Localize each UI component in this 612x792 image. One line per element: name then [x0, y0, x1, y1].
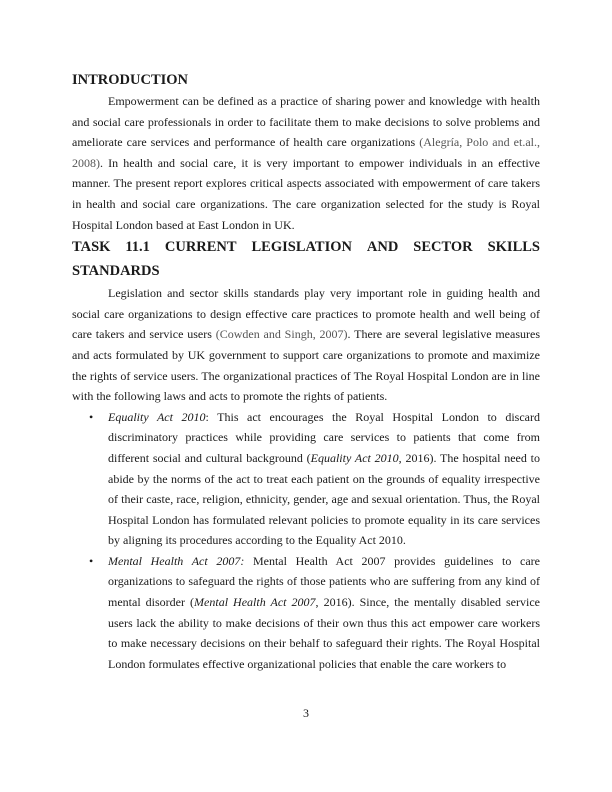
- introduction-text-main: Empowerment can be defined as a practice of sharing power and knowledge with health and social care professionals in order to facilitate them to make decisions to solve problems and ameliorate care services and performance of health care organizations: [72, 94, 540, 150]
- introduction-heading: INTRODUCTION: [72, 72, 189, 88]
- task-citation: (Cowden and Singh, 2007): [215, 327, 348, 342]
- task-heading-word: SECTOR: [413, 239, 473, 256]
- legislation-list: [72, 407, 540, 675]
- task-heading-word: LEGISLATION: [251, 239, 352, 256]
- task-heading-word: CURRENT: [164, 239, 237, 256]
- task-paragraph: [72, 283, 540, 407]
- bullet-title-suffix: :: [205, 409, 209, 424]
- task-text-main: Legislation and sector skills standards play very important role in guiding health and social care organizations to design effective care practices to promote health and well being of care takers and service users: [72, 286, 540, 342]
- bullet-icon: •: [89, 409, 94, 424]
- list-item-equality-act: [72, 407, 540, 551]
- introduction-citation: (Alegría, Polo and et.al., 2008): [72, 135, 540, 170]
- bullet-text-b: , 2016). Since, the mentally disabled service users lack the ability to make decisions of their own thus this act empower care workers to make necessary decisions on their behalf to safeguard their rights. The Royal Hospital London formulates effective organizational policies that enable the care workers to: [108, 595, 540, 671]
- introduction-paragraph: [72, 91, 540, 235]
- task-heading-word: TASK: [72, 239, 111, 256]
- bullet-text-a: Mental Health Act 2007 provides guidelines to care organizations to safeguard the rights of those patients who are suffering from any kind of mental disorder (: [108, 553, 540, 610]
- bullet-ref-title: Mental Health Act 2007: [194, 595, 316, 610]
- bullet-ref-title: Equality Act 2010: [310, 450, 399, 465]
- task-text-rest: . There are several legislative measures and acts formulated by UK government to support care organizations to promote and maximize the rights of service users. The organizational practices of The Royal Hospital London are in line with the following laws and acts to promote the rights of patients.: [72, 327, 540, 404]
- task-heading: [72, 236, 540, 283]
- bullet-text-b: , 2016). The hospital need to abide by the norms of the act to treat each patient on the grounds of equality irrespective of their caste, race, religion, ethnicity, gender, age and sexual orientation. Thus, the Royal Hospital London has formulated relevant policies to promote equality in its care services by aligning its procedures according to the Equality Act 2010.: [108, 450, 541, 548]
- list-item-mental-health-act: [72, 551, 540, 675]
- bullet-title: Mental Health Act 2007:: [108, 553, 245, 568]
- introduction-text-rest: . In health and social care, it is very important to empower individuals in an effective manner. The present report explores critical aspects associated with empowerment of care takers in health and social care organizations. The care organization selected for the study is Royal Hospital London based at East London in UK.: [72, 155, 540, 232]
- task-heading-word: 11.1: [125, 239, 150, 256]
- task-heading-word: AND: [366, 239, 399, 256]
- page-number: 3: [303, 706, 309, 720]
- bullet-title: Equality Act 2010: [108, 409, 206, 424]
- bullet-icon: •: [89, 553, 94, 568]
- task-heading-word: SKILLS: [487, 239, 540, 256]
- bullet-text-a: This act encourages the Royal Hospital London to discard discriminatory practices while providing care services to patients that come from different social and cultural background (: [108, 409, 540, 465]
- task-heading-line1: [72, 236, 540, 260]
- document-page: [72, 70, 540, 674]
- task-heading-line2: STANDARDS: [72, 262, 160, 279]
